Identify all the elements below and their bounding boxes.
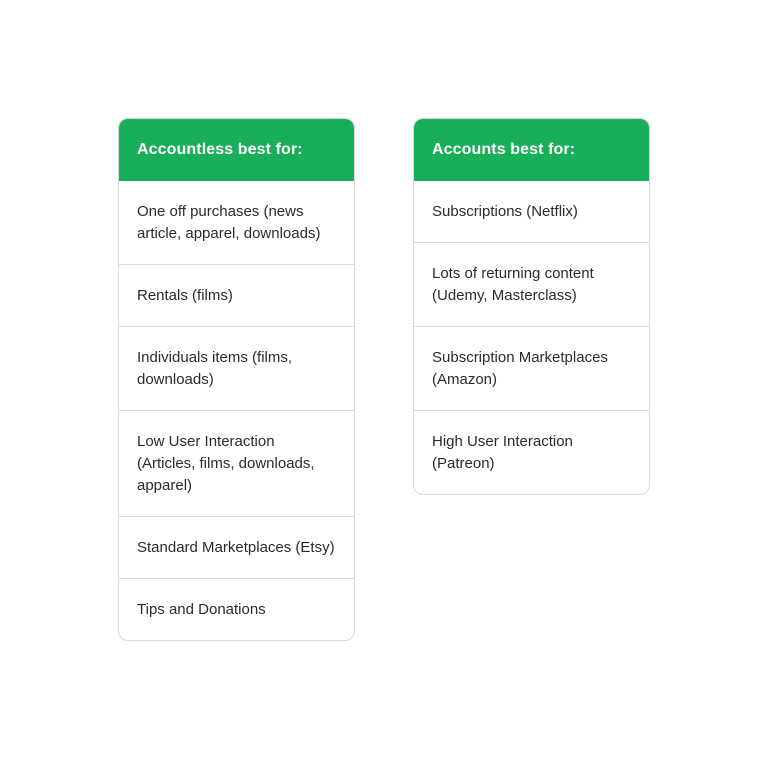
accountless-row-tips-donations: Tips and Donations [119, 578, 354, 640]
accounts-row-subscriptions: Subscriptions (Netflix) [432, 203, 578, 220]
accounts-card-header [414, 119, 649, 181]
accounts-row-high-user-interaction: High User Interaction (Patreon) [414, 410, 649, 494]
accountless-card [118, 118, 355, 641]
accountless-row-one-off-purchases: One off purchases (news article, apparel, downloads) [137, 203, 321, 242]
accountless-card-header [119, 119, 354, 181]
accounts-card [413, 118, 650, 495]
accountless-card-title: Accountless best for: [137, 141, 303, 158]
accounts-row-returning-content: Lots of returning content (Udemy, Masterclass) [414, 242, 649, 326]
accounts-card-title: Accounts best for: [432, 141, 576, 158]
accountless-row-low-user-interaction: Low User Interaction (Articles, films, downloads, apparel) [119, 410, 354, 516]
accountless-row-standard-marketplaces: Standard Marketplaces (Etsy) [119, 516, 354, 578]
accountless-row-individual-items: Individuals items (films, downloads) [119, 326, 354, 410]
accounts-row-subscription-marketplaces: Subscription Marketplaces (Amazon) [414, 326, 649, 410]
accountless-row-rentals: Rentals (films) [119, 264, 354, 326]
